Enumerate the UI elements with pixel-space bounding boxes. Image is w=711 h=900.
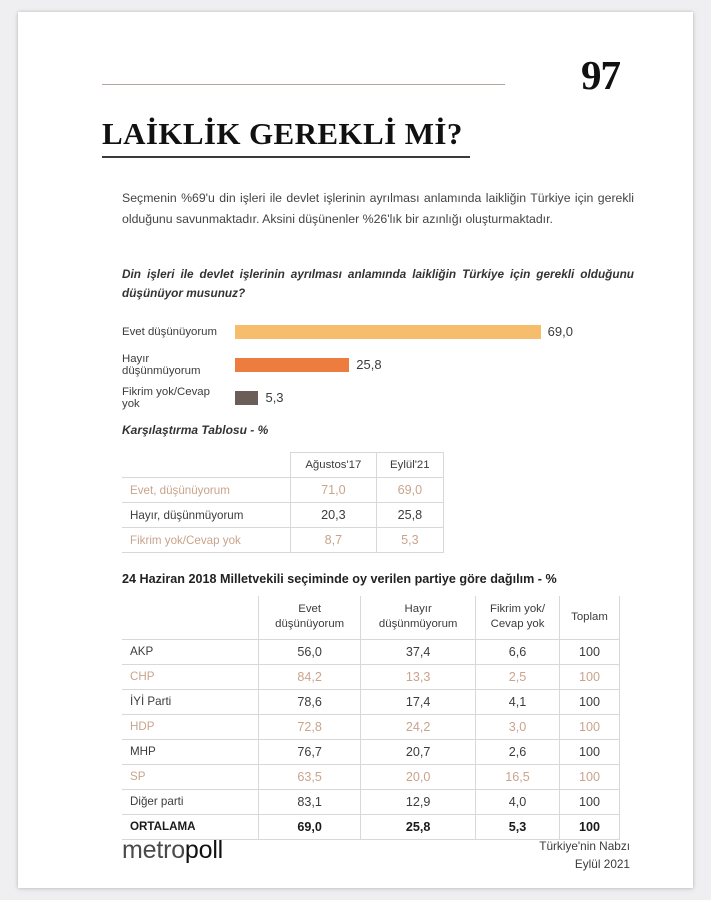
comparison-table-row [122, 478, 444, 503]
party-header-row [122, 596, 620, 639]
party-table-row [122, 639, 620, 664]
bar-row [122, 315, 622, 348]
party-value-cell: 12,9 [361, 789, 476, 814]
comparison-row-label: Evet, düşünüyorum [122, 478, 291, 503]
party-value-cell: 100 [560, 789, 620, 814]
party-table-head [122, 596, 620, 639]
comparison-row-label: Fikrim yok/Cevap yok [122, 528, 291, 553]
title-underline-rule [102, 156, 470, 158]
party-value-cell: 5,3 [476, 814, 560, 839]
party-row-label: İYİ Parti [122, 689, 259, 714]
party-column-header: Toplam [560, 596, 620, 639]
comparison-table-row [122, 503, 444, 528]
party-value-cell: 83,1 [259, 789, 361, 814]
party-value-cell: 100 [560, 664, 620, 689]
bar-value-label: 25,8 [356, 357, 382, 372]
party-value-cell: 3,0 [476, 714, 560, 739]
logo-poll-text: poll [184, 836, 224, 864]
party-value-cell: 20,0 [361, 764, 476, 789]
party-value-cell: 2,5 [476, 664, 560, 689]
party-value-cell: 84,2 [259, 664, 361, 689]
party-value-cell: 4,1 [476, 689, 560, 714]
party-value-cell: 100 [560, 639, 620, 664]
party-value-cell: 100 [560, 714, 620, 739]
comparison-table-caption: Karşılaştırma Tablosu - % [122, 423, 269, 437]
party-value-cell: 69,0 [259, 814, 361, 839]
party-value-cell: 25,8 [361, 814, 476, 839]
party-corner-cell [122, 596, 259, 639]
party-value-cell: 56,0 [259, 639, 361, 664]
bar-value-label: 5,3 [265, 390, 284, 405]
party-value-cell: 100 [560, 739, 620, 764]
footer-series-name: Türkiye'nin Nabzı [539, 839, 630, 853]
party-value-cell: 13,3 [361, 664, 476, 689]
bar-row [122, 381, 622, 414]
party-table-row [122, 789, 620, 814]
bar-segment [235, 358, 349, 372]
party-table-caption: 24 Haziran 2018 Milletvekili seçiminde oy verilen partiye göre dağılım - % [122, 572, 557, 586]
metropoll-logo [122, 838, 223, 863]
comparison-table [122, 452, 444, 553]
party-table-row [122, 689, 620, 714]
party-row-label: ORTALAMA [122, 814, 259, 839]
party-value-cell: 78,6 [259, 689, 361, 714]
comparison-value-cell: 69,0 [376, 478, 443, 503]
party-value-cell: 4,0 [476, 789, 560, 814]
comparison-table-body [122, 478, 444, 553]
party-value-cell: 20,7 [361, 739, 476, 764]
comparison-header-row [122, 453, 444, 478]
comparison-column-header: Ağustos'17 [291, 453, 377, 478]
header-top-row [102, 52, 630, 102]
party-row-label: HDP [122, 714, 259, 739]
party-row-label: Diğer parti [122, 789, 259, 814]
party-table-row [122, 714, 620, 739]
page-number: 97 [581, 51, 620, 98]
party-row-label: MHP [122, 739, 259, 764]
page-content [18, 12, 693, 888]
comparison-value-cell: 25,8 [376, 503, 443, 528]
bar-segment [235, 325, 541, 339]
page-title: LAİKLİK GEREKLİ Mİ? [102, 116, 463, 151]
party-breakdown-table [122, 596, 620, 840]
party-table-row [122, 764, 620, 789]
party-value-cell: 63,5 [259, 764, 361, 789]
party-column-header: Fikrim yok/ Cevap yok [476, 596, 560, 639]
comparison-value-cell: 5,3 [376, 528, 443, 553]
footer-meta [539, 838, 630, 873]
party-value-cell: 17,4 [361, 689, 476, 714]
party-value-cell: 100 [560, 764, 620, 789]
comparison-table-row [122, 528, 444, 553]
bar-label: Hayır düşünmüyorum [122, 352, 201, 377]
party-value-cell: 16,5 [476, 764, 560, 789]
party-table-row [122, 739, 620, 764]
party-table-body [122, 639, 620, 839]
bar-track [235, 357, 622, 372]
party-value-cell: 2,6 [476, 739, 560, 764]
comparison-table-head [122, 453, 444, 478]
comparison-value-cell: 71,0 [291, 478, 377, 503]
top-divider-rule [102, 84, 505, 85]
bar-track [235, 390, 622, 405]
comparison-corner-cell [122, 453, 291, 478]
survey-question: Din işleri ile devlet işlerinin ayrılması anlamında laikliğin Türkiye için gerekli olduğunu düşünüyor musunuz? [122, 267, 634, 301]
party-value-cell: 76,7 [259, 739, 361, 764]
comparison-value-cell: 8,7 [291, 528, 377, 553]
page-header [102, 52, 630, 158]
bar-row [122, 348, 622, 381]
party-value-cell: 72,8 [259, 714, 361, 739]
page-footer [122, 838, 630, 873]
party-value-cell: 100 [560, 814, 620, 839]
bar-label: Evet düşünüyorum [122, 325, 217, 338]
logo-metro-text: metro [122, 836, 185, 864]
bar-value-label: 69,0 [547, 324, 573, 339]
party-column-header: Evet düşünüyorum [259, 596, 361, 639]
party-value-cell: 6,6 [476, 639, 560, 664]
summary-paragraph: Seçmenin %69'u din işleri ile devlet işlerinin ayrılması anlamında laikliğin Türkiye için gerekli olduğunu savunmaktadır. Aksini düşünenler %26'lık bir azınlığı oluşturmaktadır. [122, 191, 634, 227]
footer-date: Eylül 2021 [574, 856, 630, 871]
bar-label: Fikrim yok/Cevap yok [122, 385, 210, 410]
party-column-header: Hayır düşünmüyorum [361, 596, 476, 639]
party-row-label: CHP [122, 664, 259, 689]
comparison-value-cell: 20,3 [291, 503, 377, 528]
comparison-column-header: Eylül'21 [376, 453, 443, 478]
party-value-cell: 24,2 [361, 714, 476, 739]
report-page [18, 12, 693, 888]
bar-track [235, 324, 622, 339]
party-row-label: SP [122, 764, 259, 789]
party-table-row [122, 664, 620, 689]
bar-chart [122, 315, 622, 414]
party-value-cell: 100 [560, 689, 620, 714]
party-value-cell: 37,4 [361, 639, 476, 664]
party-row-label: AKP [122, 639, 259, 664]
bar-segment [235, 391, 258, 405]
comparison-row-label: Hayır, düşünmüyorum [122, 503, 291, 528]
